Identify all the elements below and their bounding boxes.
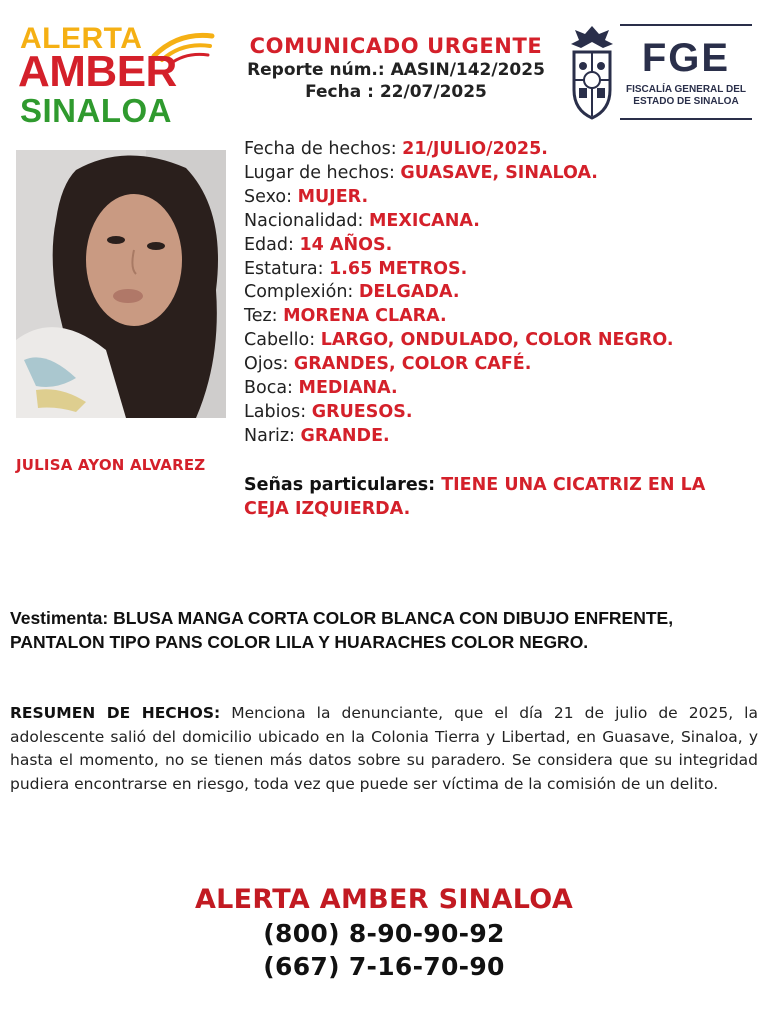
report-date: Fecha : 22/07/2025 xyxy=(305,82,487,102)
fact-fecha-hechos: Fecha de hechos: 21/JULIO/2025. xyxy=(244,139,548,159)
distinguishing-marks-label: Señas particulares: xyxy=(244,475,442,495)
missing-person-photo xyxy=(16,150,226,418)
footer-title: ALERTA AMBER SINALOA xyxy=(194,884,574,915)
fact-lugar-hechos: Lugar de hechos: GUASAVE, SINALOA. xyxy=(244,162,598,183)
facts-summary xyxy=(10,702,758,796)
fact-tez: Tez: MORENA CLARA. xyxy=(244,306,447,327)
report-number: Reporte núm.: AASIN/142/2025 xyxy=(247,60,545,80)
phone-number-2: (667) 7-16-70-90 xyxy=(263,952,505,981)
fge-logo xyxy=(620,24,752,120)
logo-line-sinaloa: SINALOA xyxy=(20,92,172,129)
person-description-list xyxy=(244,138,754,449)
clothing-description xyxy=(10,606,750,654)
fact-nacionalidad: Nacionalidad: MEXICANA. xyxy=(244,210,480,231)
clothing-label: Vestimenta: xyxy=(10,608,114,628)
bulletin-title: COMUNICADO URGENTE xyxy=(249,34,543,58)
fact-sexo: Sexo: MUJER. xyxy=(244,186,369,207)
missing-person-name: JULISA AYON ALVAREZ xyxy=(16,456,206,474)
fact-complexion: Complexión: DELGADA. xyxy=(244,282,460,303)
fge-name-line1: FISCALÍA GENERAL DEL xyxy=(625,84,746,95)
logo-line-amber: AMBER xyxy=(18,47,177,96)
fact-boca: Boca: MEDIANA. xyxy=(244,378,398,399)
distinguishing-marks xyxy=(244,473,756,521)
phone-number-1: (800) 8-90-90-92 xyxy=(263,919,505,948)
facts-summary-text: Menciona la denunciante, que el día 21 de julio de 2025, la adolescente salió del domicilio ubicado en la Colonia Tierra y Libertad, en Guasave, Sinaloa, y hasta el momento, no se tienen más datos sobre su paradero. Se considera que su integridad pudiera encontrarse en riesgo, toda vez que puede ser víctima de la comisión de un delito. xyxy=(10,704,758,793)
contact-footer xyxy=(0,884,768,981)
fge-acronym: FGE xyxy=(641,36,731,80)
logo-line-alerta: ALERTA xyxy=(20,22,143,55)
fact-nariz: Nariz: GRANDE. xyxy=(244,425,390,446)
fge-name xyxy=(620,84,752,108)
bulletin-header xyxy=(226,34,566,102)
fact-labios: Labios: GRUESOS. xyxy=(244,401,413,422)
fact-edad: Edad: 14 AÑOS. xyxy=(244,234,393,255)
fact-estatura: Estatura: 1.65 METROS. xyxy=(244,258,468,279)
distinguishing-marks-value: TIENE UNA CICATRIZ EN LA CEJA IZQUIERDA. xyxy=(244,475,706,519)
fact-ojos: Ojos: GRANDES, COLOR CAFÉ. xyxy=(244,354,532,375)
state-shield-icon xyxy=(569,24,615,120)
alerta-amber-logo xyxy=(18,22,208,132)
fge-name-line2: ESTADO DE SINALOA xyxy=(633,96,739,107)
facts-summary-label: RESUMEN DE HECHOS: xyxy=(10,704,221,722)
fact-cabello: Cabello: LARGO, ONDULADO, COLOR NEGRO. xyxy=(244,330,674,351)
clothing-value: BLUSA MANGA CORTA COLOR BLANCA CON DIBUJO ENFRENTE, PANTALON TIPO PANS COLOR LILA Y HUARACHES COLOR NEGRO. xyxy=(10,608,674,652)
